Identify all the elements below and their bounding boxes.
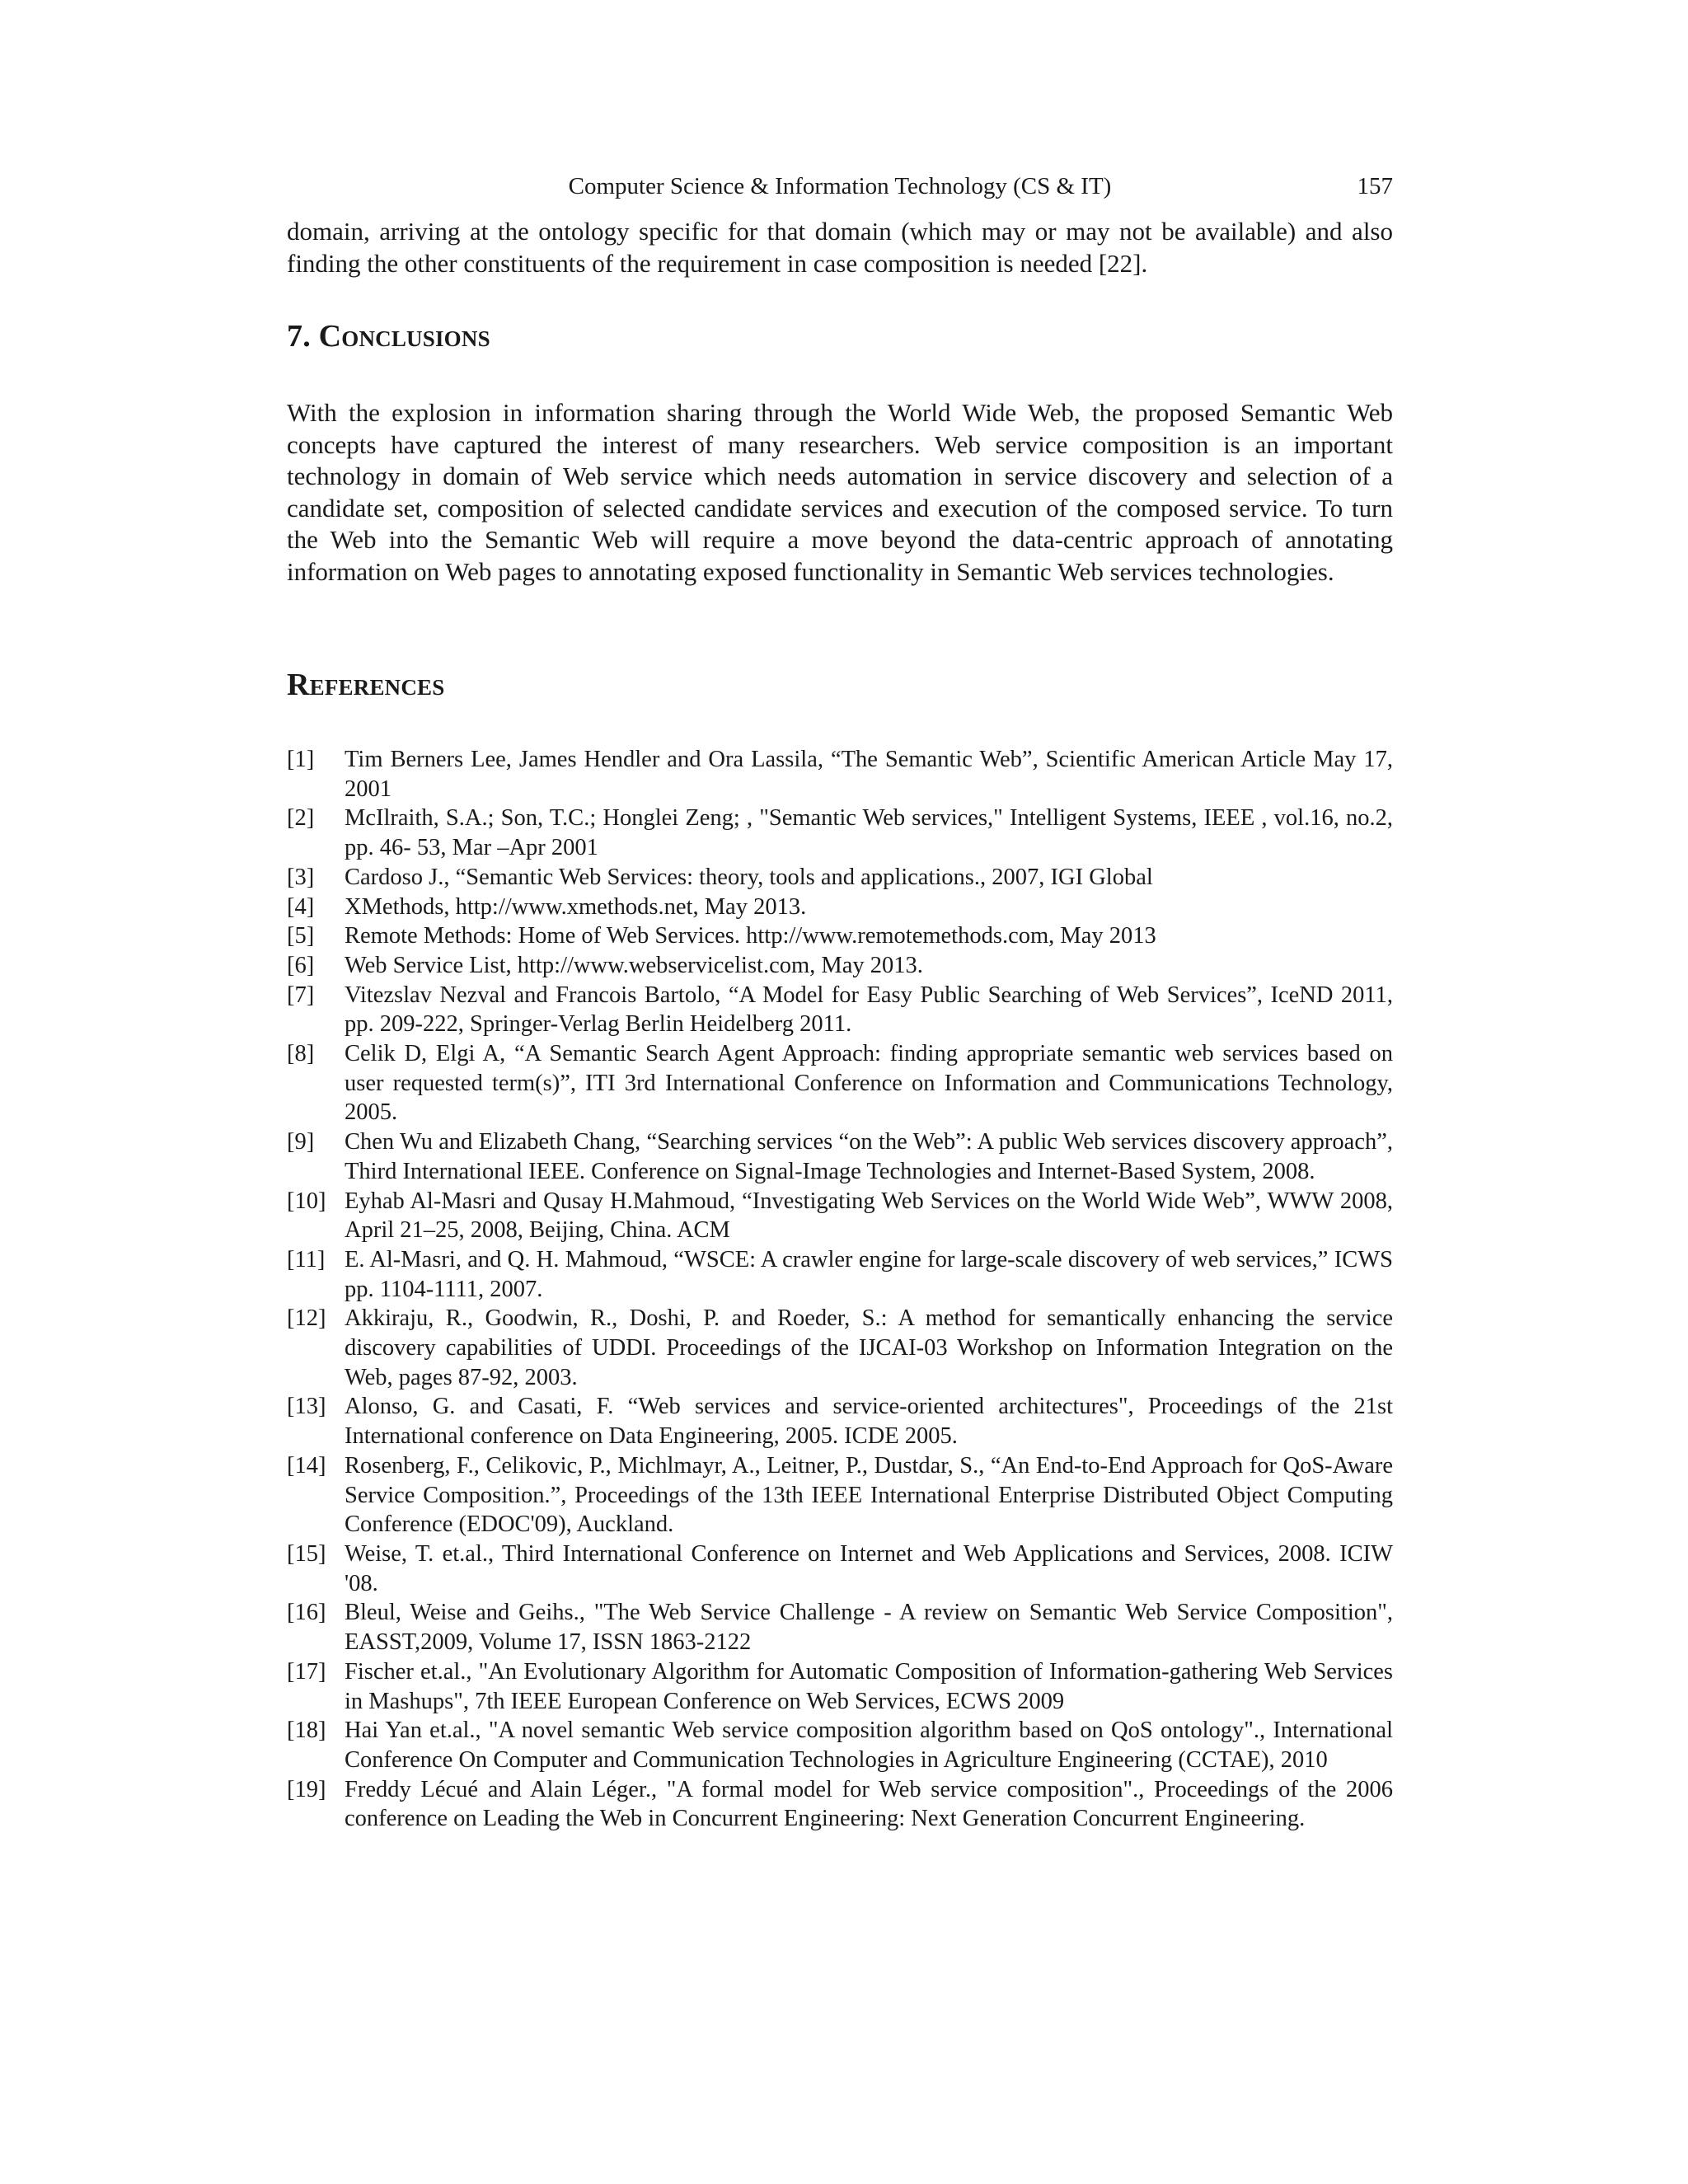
reference-item xyxy=(287,1127,1393,1186)
reference-text: Alonso, G. and Casati, F. “Web services and service-oriented architectures", Proceedings of the 21st International conference on Data Engineering, 2005. ICDE 2005. xyxy=(345,1394,1393,1450)
reference-text: Rosenberg, F., Celikovic, P., Michlmayr, A., Leitner, P., Dustdar, S., “An End-to-End Approach for QoS-Aware Service Composition.”, Proceedings of the 13th IEEE International Enterprise Distributed Object Computing Conference (EDOC'09), Auckland. xyxy=(345,1452,1393,1538)
reference-number: [5] xyxy=(287,923,315,949)
reference-item xyxy=(287,1304,1393,1392)
reference-text: Celik D, Elgi A, “A Semantic Search Agent Approach: finding appropriate semantic web services based on user requested term(s)”, ITI 3rd International Conference on Information and Communications Technology, 2005. xyxy=(345,1041,1393,1126)
reference-text: Akkiraju, R., Goodwin, R., Doshi, P. and Roeder, S.: A method for semantically enhancing the service discovery capabilities of UDDI. Proceedings of the IJCAI-03 Workshop on Information Integration on the Web, pages 87-92, 2003. xyxy=(345,1305,1393,1390)
reference-text: Cardoso J., “Semantic Web Services: theory, tools and applications., 2007, IGI Global xyxy=(345,864,1153,890)
journal-title: Computer Science & Information Technology (CS & IT) xyxy=(568,173,1112,199)
reference-text: Eyhab Al-Masri and Qusay H.Mahmoud, “Investigating Web Services on the World Wide Web”, WWW 2008, April 21–25, 2008, Beijing, China. ACM xyxy=(345,1188,1393,1244)
reference-number: [6] xyxy=(287,952,315,978)
reference-text: Tim Berners Lee, James Hendler and Ora Lassila, “The Semantic Web”, Scientific American Article May 17, 2001 xyxy=(345,747,1393,802)
intro-paragraph: domain, arriving at the ontology specific for that domain (which may or may not be available) and also finding the other constituents of the requirement in case composition is needed [22]. xyxy=(287,217,1393,278)
reference-item xyxy=(287,1716,1393,1774)
reference-text: Web Service List, http://www.webservicelist.com, May 2013. xyxy=(345,952,923,978)
reference-item xyxy=(287,1775,1393,1834)
reference-item xyxy=(287,1451,1393,1540)
reference-item xyxy=(287,1187,1393,1245)
reference-text: Remote Methods: Home of Web Services. http://www.remotemethods.com, May 2013 xyxy=(345,923,1156,949)
reference-list xyxy=(287,745,1393,1834)
page-number: 157 xyxy=(1357,173,1393,199)
reference-number: [17] xyxy=(287,1658,326,1685)
conclusions-paragraph: With the explosion in information sharing through the World Wide Web, the proposed Semantic Web concepts have captured the interest of many researchers. Web service composition is an important technology in domain of Web service which needs automation in service discovery and selection of a candidate set, composition of selected candidate services and execution of the composed service. To turn the Web into the Semantic Web will require a move beyond the data-centric approach of annotating information on Web pages to annotating exposed functionality in Semantic Web services technologies. xyxy=(287,398,1393,586)
reference-number: [11] xyxy=(287,1246,326,1272)
reference-number: [3] xyxy=(287,864,315,890)
reference-number: [7] xyxy=(287,982,315,1008)
reference-item xyxy=(287,804,1393,862)
reference-text: Fischer et.al., "An Evolutionary Algorithm for Automatic Composition of Information-gathering Web Services in Mashups", 7th IEEE European Conference on Web Services, ECWS 2009 xyxy=(345,1658,1393,1714)
reference-number: [12] xyxy=(287,1305,326,1332)
conclusions-heading: 7. Conclusions xyxy=(287,319,490,354)
reference-text: XMethods, http://www.xmethods.net, May 2013. xyxy=(345,893,807,920)
reference-item xyxy=(287,921,1393,951)
reference-text: E. Al-Masri, and Q. H. Mahmoud, “WSCE: A crawler engine for large-scale discovery of web services,” ICWS pp. 1104-1111, 2007. xyxy=(345,1246,1393,1302)
reference-number: [15] xyxy=(287,1540,326,1567)
reference-number: [2] xyxy=(287,805,315,832)
reference-number: [19] xyxy=(287,1776,326,1802)
reference-number: [4] xyxy=(287,893,315,920)
reference-number: [1] xyxy=(287,747,315,772)
reference-text: Chen Wu and Elizabeth Chang, “Searching services “on the Web”: A public Web services discovery approach”, Third International IEEE. Conference on Signal-Image Technologies and Internet-Based System, 2008. xyxy=(345,1129,1393,1184)
reference-number: [9] xyxy=(287,1129,315,1155)
reference-number: [16] xyxy=(287,1600,326,1626)
reference-item xyxy=(287,1039,1393,1127)
reference-text: Vitezslav Nezval and Francois Bartolo, “A Model for Easy Public Searching of Web Services”, IceND 2011, pp. 209-222, Springer-Verlag Berlin Heidelberg 2011. xyxy=(345,982,1393,1038)
reference-item xyxy=(287,951,1393,981)
running-header xyxy=(287,173,1393,206)
reference-item xyxy=(287,981,1393,1039)
reference-text: Weise, T. et.al., Third International Conference on Internet and Web Applications and Services, 2008. ICIW '08. xyxy=(345,1540,1393,1596)
reference-text: McIlraith, S.A.; Son, T.C.; Honglei Zeng; , "Semantic Web services," Intelligent Systems, IEEE , vol.16, no.2, pp. 46- 53, Mar –Apr 2001 xyxy=(345,805,1393,861)
references-heading: References xyxy=(287,668,445,702)
reference-text: Freddy Lécué and Alain Léger., "A formal model for Web service composition"., Proceedings of the 2006 conference on Leading the Web in Concurrent Engineering: Next Generation Concurrent Engineering. xyxy=(345,1776,1393,1832)
reference-item xyxy=(287,1598,1393,1657)
reference-text: Hai Yan et.al., "A novel semantic Web service composition algorithm based on QoS ontology"., International Conference On Computer and Communication Technologies in Agriculture Engineering (CCTAE), 2010 xyxy=(345,1718,1393,1773)
reference-item xyxy=(287,745,1393,804)
reference-number: [8] xyxy=(287,1041,315,1067)
reference-item xyxy=(287,1392,1393,1451)
reference-item xyxy=(287,1245,1393,1304)
reference-number: [13] xyxy=(287,1394,326,1420)
reference-number: [14] xyxy=(287,1452,326,1479)
reference-text: Bleul, Weise and Geihs., "The Web Service Challenge - A review on Semantic Web Service Composition", EASST,2009, Volume 17, ISSN 1863-2122 xyxy=(345,1600,1393,1656)
reference-item xyxy=(287,863,1393,893)
reference-item xyxy=(287,1657,1393,1716)
reference-number: [18] xyxy=(287,1718,326,1744)
reference-number: [10] xyxy=(287,1188,326,1214)
reference-item xyxy=(287,893,1393,922)
reference-item xyxy=(287,1540,1393,1598)
